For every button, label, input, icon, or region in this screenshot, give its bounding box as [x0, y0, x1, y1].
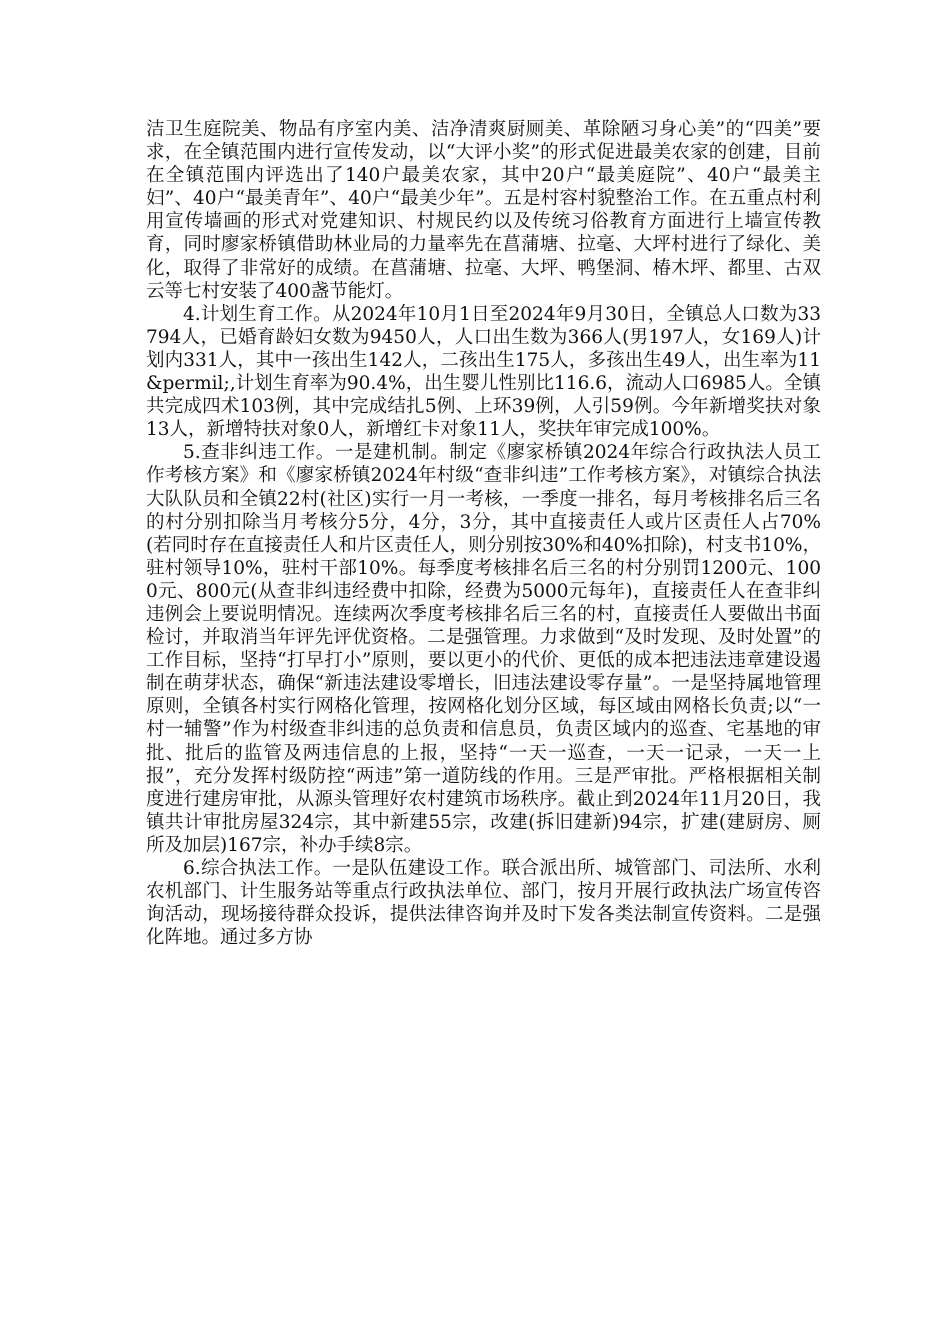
paragraph-continued: 洁卫生庭院美、物品有序室内美、洁净清爽厨厕美、革除陋习身心美”的“四美”要求，在全镇范围内进行宣传发动，以“大评小奖”的形式促进最美农家的创建，目前在全镇范围内评选出了140户最美农家，其中20户“最美庭院”、40户“最美主妇”、40户“最美青年”、40户“最美少年”。五是村容村貌整治工作。在五重点村利用宣传墙画的形式对党建知识、村规民约以及传统习俗教育方面进行上墙宣传教育，同时廖家桥镇借助林业局的力量率先在菖蒲塘、拉毫、大坪村进行了绿化、美化，取得了非常好的成绩。在菖蒲塘、拉毫、大坪、鸭堡洞、椿木坪、都里、古双云等七村安装了400盏节能灯。 [146, 119, 821, 302]
document-page [146, 118, 821, 949]
paragraph-law-enforcement: 6.综合执法工作。一是队伍建设工作。联合派出所、城管部门、司法所、水利农机部门、计生服务站等重点行政执法单位、部门，按月开展行政执法广场宣传咨询活动，现场接待群众投诉，提供法律咨询并及时下发各类法制宣传资料。二是强化阵地。通过多方协 [146, 858, 821, 949]
paragraph-illegal-construction: 5.查非纠违工作。一是建机制。制定《廖家桥镇2024年综合行政执法人员工作考核方案》和《廖家桥镇2024年村级“查非纠违”工作考核方案》，对镇综合执法大队队员和全镇22村(社区)实行一月一考核，一季度一排名，每月考核排名后三名的村分别扣除当月考核分5分，4分，3分，其中直接责任人或片区责任人占70%(若同时存在直接责任人和片区责任人，则分别按30%和40%扣除)，村支书10%，驻村领导10%，驻村干部10%。每季度考核排名后三名的村分别罚1200元、1000元、800元(从查非纠违经费中扣除，经费为5000元每年)，直接责任人在查非纠违例会上要说明情况。连续两次季度考核排名后三名的村，直接责任人要做出书面检讨，并取消当年评先评优资格。二是强管理。力求做到“及时发现、及时处置”的工作目标，坚持“打早打小”原则，要以更小的代价、更低的成本把违法违章建设遏制在萌芽状态，确保“新违法建设零增长，旧违法建设零存量”。一是坚持属地管理原则，全镇各村实行网格化管理，按网格化划分区域，每区域由网格长负责;以“一村一辅警”作为村级查非纠违的总负责和信息员，负责区域内的巡查、宅基地的审批、批后的监管及两违信息的上报，坚持“一天一巡查，一天一记录，一天一上报”，充分发挥村级防控“两违”第一道防线的作用。三是严审批。严格根据相关制度进行建房审批，从源头管理好农村建筑市场秩序。截止到2024年11月20日，我镇共计审批房屋324宗，其中新建55宗，改建(拆旧建新)94宗，扩建(建厨房、厕所及加层)167宗，补办手续8宗。 [146, 442, 821, 856]
paragraph-family-planning: 4.计划生育工作。从2024年10月1日至2024年9月30日，全镇总人口数为33794人，已婚育龄妇女数为9450人，人口出生数为366人(男197人，女169人)计划内331人，其中一孩出生142人，二孩出生175人，多孩出生49人，出生率为11&permil;,计划生育率为90.4%，出生婴儿性别比116.6，流动人口6985人。全镇共完成四术103例，其中完成结扎5例、上环39例，人引59例。今年新增奖扶对象13人，新增特扶对象0人，新增红卡对象11人，奖扶年审完成100%。 [146, 303, 821, 441]
